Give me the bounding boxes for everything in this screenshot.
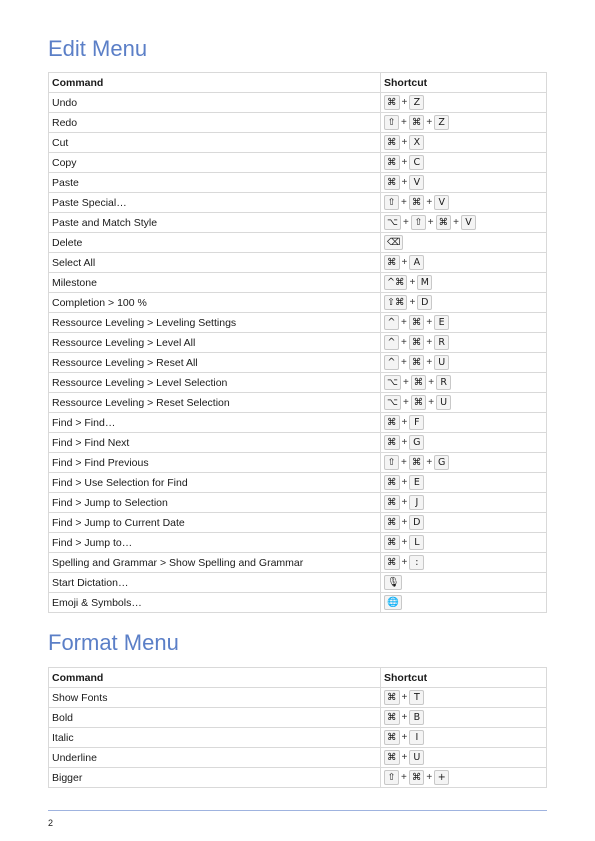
plus-separator: + bbox=[401, 317, 407, 328]
plus-separator: + bbox=[402, 217, 409, 228]
shortcut-keys bbox=[384, 455, 449, 470]
key-cap: ⌘ bbox=[411, 375, 427, 390]
key-cap: + bbox=[434, 770, 449, 785]
key-cap: 🌐 bbox=[384, 595, 402, 610]
plus-separator: + bbox=[401, 437, 408, 448]
command-cell: Find > Jump to… bbox=[49, 533, 381, 553]
key-cap: : bbox=[409, 555, 424, 570]
key-cap: U bbox=[436, 395, 451, 410]
format-menu-table bbox=[48, 667, 547, 788]
shortcut-keys bbox=[384, 495, 424, 510]
command-cell: Bold bbox=[49, 708, 381, 728]
key-cap: ⌘ bbox=[409, 355, 425, 370]
plus-separator: + bbox=[401, 477, 408, 488]
key-cap: V bbox=[409, 175, 424, 190]
shortcut-cell bbox=[381, 533, 547, 553]
command-cell: Delete bbox=[49, 233, 381, 253]
plus-separator: + bbox=[409, 277, 416, 288]
command-cell: Undo bbox=[49, 93, 381, 113]
key-cap: U bbox=[409, 750, 424, 765]
table-row bbox=[49, 313, 547, 333]
plus-separator: + bbox=[428, 397, 435, 408]
command-cell: Find > Jump to Current Date bbox=[49, 513, 381, 533]
table-row bbox=[49, 353, 547, 373]
shortcut-keys bbox=[384, 750, 424, 765]
command-cell: Show Fonts bbox=[49, 688, 381, 708]
shortcut-cell bbox=[381, 253, 547, 273]
shortcut-keys bbox=[384, 535, 424, 550]
table-header-row bbox=[49, 668, 547, 688]
key-cap: ⌥ bbox=[384, 215, 401, 230]
plus-separator: + bbox=[426, 357, 433, 368]
shortcut-keys bbox=[384, 335, 449, 350]
command-cell: Select All bbox=[49, 253, 381, 273]
key-cap: R bbox=[434, 335, 449, 350]
table-header-row bbox=[49, 73, 547, 93]
shortcut-keys bbox=[384, 515, 424, 530]
key-cap: ⌘ bbox=[384, 135, 400, 150]
shortcut-cell bbox=[381, 748, 547, 768]
key-cap: L bbox=[409, 535, 424, 550]
plus-separator: + bbox=[428, 377, 435, 388]
shortcut-cell bbox=[381, 173, 547, 193]
edit-menu-title: Edit Menu bbox=[48, 36, 148, 61]
key-cap: ⌘ bbox=[384, 495, 400, 510]
shortcut-keys bbox=[384, 475, 424, 490]
command-cell: Start Dictation… bbox=[49, 573, 381, 593]
key-cap: ⌘ bbox=[384, 95, 400, 110]
shortcut-keys bbox=[384, 315, 449, 330]
key-cap: C bbox=[409, 155, 424, 170]
table-row bbox=[49, 173, 547, 193]
command-cell: Bigger bbox=[49, 768, 381, 788]
key-cap: M bbox=[417, 275, 432, 290]
key-cap: V bbox=[461, 215, 476, 230]
plus-separator: + bbox=[401, 137, 408, 148]
shortcut-keys bbox=[384, 95, 424, 110]
key-cap: F bbox=[409, 415, 424, 430]
command-cell: Find > Jump to Selection bbox=[49, 493, 381, 513]
shortcut-cell bbox=[381, 593, 547, 613]
key-cap: G bbox=[409, 435, 424, 450]
key-cap: ⌘ bbox=[384, 750, 400, 765]
format-menu-title: Format Menu bbox=[48, 630, 179, 655]
plus-separator: + bbox=[401, 257, 408, 268]
command-column-header: Command bbox=[49, 73, 381, 93]
key-cap: ⌘ bbox=[384, 710, 400, 725]
shortcut-keys bbox=[384, 215, 476, 230]
shortcut-keys bbox=[384, 115, 449, 130]
plus-separator: + bbox=[401, 97, 408, 108]
key-cap: E bbox=[409, 475, 424, 490]
shortcut-cell bbox=[381, 473, 547, 493]
key-cap: ⌘ bbox=[409, 115, 425, 130]
key-cap: ⌘ bbox=[384, 515, 400, 530]
command-cell: Ressource Leveling > Leveling Settings bbox=[49, 313, 381, 333]
shortcut-cell bbox=[381, 153, 547, 173]
key-cap: J bbox=[409, 495, 424, 510]
key-cap: T bbox=[409, 690, 424, 705]
command-cell: Italic bbox=[49, 728, 381, 748]
key-cap: D bbox=[417, 295, 432, 310]
shortcut-keys bbox=[384, 295, 432, 310]
shortcut-keys bbox=[384, 395, 451, 410]
key-cap: Z bbox=[434, 115, 449, 130]
table-row bbox=[49, 593, 547, 613]
plus-separator: + bbox=[426, 772, 433, 783]
edit-menu-table bbox=[48, 72, 547, 613]
key-cap: ⌘ bbox=[436, 215, 452, 230]
table-row bbox=[49, 688, 547, 708]
table-row bbox=[49, 153, 547, 173]
shortcut-keys bbox=[384, 375, 451, 390]
key-cap: 🎙 bbox=[384, 575, 402, 590]
command-cell: Paste Special… bbox=[49, 193, 381, 213]
table-row bbox=[49, 113, 547, 133]
key-cap: ⇧ bbox=[384, 115, 399, 130]
plus-separator: + bbox=[402, 397, 409, 408]
table-row bbox=[49, 293, 547, 313]
command-cell: Cut bbox=[49, 133, 381, 153]
command-cell: Find > Find Next bbox=[49, 433, 381, 453]
key-cap: ⇧⌘ bbox=[384, 295, 407, 310]
shortcut-cell bbox=[381, 688, 547, 708]
key-cap: ⌘ bbox=[384, 475, 400, 490]
command-cell: Find > Find… bbox=[49, 413, 381, 433]
key-cap: U bbox=[434, 355, 449, 370]
shortcut-cell bbox=[381, 453, 547, 473]
table-row bbox=[49, 433, 547, 453]
shortcut-cell bbox=[381, 573, 547, 593]
table-row bbox=[49, 553, 547, 573]
key-cap: ⌘ bbox=[409, 335, 425, 350]
key-cap: ⇧ bbox=[384, 770, 399, 785]
command-cell: Underline bbox=[49, 748, 381, 768]
plus-separator: + bbox=[401, 157, 408, 168]
shortcut-cell bbox=[381, 433, 547, 453]
key-cap: ⌘ bbox=[384, 415, 400, 430]
shortcut-cell bbox=[381, 553, 547, 573]
shortcut-cell bbox=[381, 113, 547, 133]
key-cap: ^⌘ bbox=[384, 275, 407, 290]
shortcut-cell bbox=[381, 193, 547, 213]
shortcut-keys bbox=[384, 155, 424, 170]
key-cap: ⌘ bbox=[384, 555, 400, 570]
shortcut-keys bbox=[384, 255, 424, 270]
key-cap: ⌘ bbox=[384, 435, 400, 450]
shortcut-keys bbox=[384, 595, 402, 610]
shortcut-cell bbox=[381, 313, 547, 333]
shortcut-cell bbox=[381, 133, 547, 153]
page-number: 2 bbox=[48, 818, 54, 828]
plus-separator: + bbox=[401, 177, 408, 188]
shortcut-cell bbox=[381, 213, 547, 233]
key-cap: A bbox=[409, 255, 424, 270]
table-row bbox=[49, 708, 547, 728]
plus-separator: + bbox=[426, 317, 433, 328]
command-cell: Completion > 100 % bbox=[49, 293, 381, 313]
shortcut-cell bbox=[381, 768, 547, 788]
command-column-header: Command bbox=[49, 668, 381, 688]
shortcut-cell bbox=[381, 373, 547, 393]
plus-separator: + bbox=[426, 117, 433, 128]
command-cell: Emoji & Symbols… bbox=[49, 593, 381, 613]
shortcut-keys bbox=[384, 275, 432, 290]
table-row bbox=[49, 513, 547, 533]
key-cap: ⇧ bbox=[384, 195, 399, 210]
table-row bbox=[49, 233, 547, 253]
key-cap: ⌘ bbox=[409, 455, 425, 470]
command-cell: Redo bbox=[49, 113, 381, 133]
table-row bbox=[49, 333, 547, 353]
table-row bbox=[49, 253, 547, 273]
shortcut-cell bbox=[381, 413, 547, 433]
shortcut-cell bbox=[381, 708, 547, 728]
key-cap: D bbox=[409, 515, 424, 530]
plus-separator: + bbox=[426, 337, 433, 348]
shortcut-cell bbox=[381, 293, 547, 313]
shortcut-cell bbox=[381, 353, 547, 373]
table-row bbox=[49, 413, 547, 433]
plus-separator: + bbox=[426, 197, 433, 208]
shortcut-cell bbox=[381, 513, 547, 533]
key-cap: ⌘ bbox=[384, 535, 400, 550]
plus-separator: + bbox=[401, 337, 407, 348]
plus-separator: + bbox=[401, 712, 408, 723]
key-cap: ⌘ bbox=[409, 315, 425, 330]
shortcut-keys bbox=[384, 555, 424, 570]
key-cap: ⌥ bbox=[384, 375, 401, 390]
table-row bbox=[49, 768, 547, 788]
key-cap: ^ bbox=[384, 335, 399, 350]
shortcut-keys bbox=[384, 195, 449, 210]
plus-separator: + bbox=[401, 357, 407, 368]
key-cap: ⌘ bbox=[409, 195, 425, 210]
key-cap: ⌘ bbox=[409, 770, 425, 785]
key-cap: R bbox=[436, 375, 451, 390]
command-cell: Find > Find Previous bbox=[49, 453, 381, 473]
key-cap: Z bbox=[409, 95, 424, 110]
plus-separator: + bbox=[401, 557, 408, 568]
plus-separator: + bbox=[401, 732, 408, 743]
plus-separator: + bbox=[401, 517, 408, 528]
plus-separator: + bbox=[401, 457, 407, 468]
table-row bbox=[49, 728, 547, 748]
table-row bbox=[49, 748, 547, 768]
command-cell: Ressource Leveling > Reset Selection bbox=[49, 393, 381, 413]
key-cap: ⌘ bbox=[384, 255, 400, 270]
shortcut-column-header: Shortcut bbox=[381, 668, 547, 688]
shortcut-column-header: Shortcut bbox=[381, 73, 547, 93]
footer-divider bbox=[48, 810, 547, 811]
plus-separator: + bbox=[402, 377, 409, 388]
command-cell: Ressource Leveling > Reset All bbox=[49, 353, 381, 373]
shortcut-keys bbox=[384, 415, 424, 430]
shortcut-cell bbox=[381, 233, 547, 253]
table-row bbox=[49, 213, 547, 233]
command-cell: Spelling and Grammar > Show Spelling and Grammar bbox=[49, 553, 381, 573]
table-row bbox=[49, 93, 547, 113]
command-cell: Milestone bbox=[49, 273, 381, 293]
key-cap: ⇧ bbox=[411, 215, 426, 230]
plus-separator: + bbox=[401, 497, 408, 508]
plus-separator: + bbox=[453, 217, 459, 228]
key-cap: ⌫ bbox=[384, 235, 403, 250]
table-row bbox=[49, 193, 547, 213]
shortcut-cell bbox=[381, 93, 547, 113]
key-cap: ⌘ bbox=[384, 155, 400, 170]
command-cell: Ressource Leveling > Level Selection bbox=[49, 373, 381, 393]
command-cell: Ressource Leveling > Level All bbox=[49, 333, 381, 353]
key-cap: B bbox=[409, 710, 424, 725]
plus-separator: + bbox=[426, 457, 433, 468]
shortcut-keys bbox=[384, 770, 449, 785]
key-cap: X bbox=[409, 135, 424, 150]
shortcut-keys bbox=[384, 355, 449, 370]
plus-separator: + bbox=[427, 217, 434, 228]
command-cell: Paste bbox=[49, 173, 381, 193]
plus-separator: + bbox=[401, 197, 407, 208]
table-row bbox=[49, 133, 547, 153]
key-cap: I bbox=[409, 730, 424, 745]
plus-separator: + bbox=[401, 417, 408, 428]
table-row bbox=[49, 493, 547, 513]
command-cell: Paste and Match Style bbox=[49, 213, 381, 233]
shortcut-cell bbox=[381, 273, 547, 293]
command-cell: Find > Use Selection for Find bbox=[49, 473, 381, 493]
shortcut-keys bbox=[384, 175, 424, 190]
shortcut-keys bbox=[384, 135, 424, 150]
key-cap: G bbox=[434, 455, 449, 470]
shortcut-keys bbox=[384, 235, 403, 250]
key-cap: ⌘ bbox=[384, 730, 400, 745]
table-row bbox=[49, 473, 547, 493]
key-cap: ^ bbox=[384, 315, 399, 330]
table-row bbox=[49, 273, 547, 293]
shortcut-keys bbox=[384, 690, 424, 705]
key-cap: ⌘ bbox=[384, 690, 400, 705]
shortcut-keys bbox=[384, 435, 424, 450]
plus-separator: + bbox=[401, 537, 408, 548]
shortcut-cell bbox=[381, 493, 547, 513]
table-row bbox=[49, 373, 547, 393]
shortcut-cell bbox=[381, 393, 547, 413]
plus-separator: + bbox=[401, 692, 408, 703]
table-row bbox=[49, 393, 547, 413]
table-row bbox=[49, 453, 547, 473]
key-cap: ⌥ bbox=[384, 395, 401, 410]
plus-separator: + bbox=[401, 772, 407, 783]
plus-separator: + bbox=[401, 752, 408, 763]
table-row bbox=[49, 533, 547, 553]
shortcut-keys bbox=[384, 730, 424, 745]
key-cap: E bbox=[434, 315, 449, 330]
key-cap: ^ bbox=[384, 355, 399, 370]
key-cap: ⇧ bbox=[384, 455, 399, 470]
plus-separator: + bbox=[409, 297, 416, 308]
command-cell: Copy bbox=[49, 153, 381, 173]
key-cap: ⌘ bbox=[411, 395, 427, 410]
shortcut-keys bbox=[384, 710, 424, 725]
shortcut-cell bbox=[381, 728, 547, 748]
plus-separator: + bbox=[401, 117, 407, 128]
table-row bbox=[49, 573, 547, 593]
shortcut-keys bbox=[384, 575, 402, 590]
key-cap: V bbox=[434, 195, 449, 210]
key-cap: ⌘ bbox=[384, 175, 400, 190]
shortcut-cell bbox=[381, 333, 547, 353]
